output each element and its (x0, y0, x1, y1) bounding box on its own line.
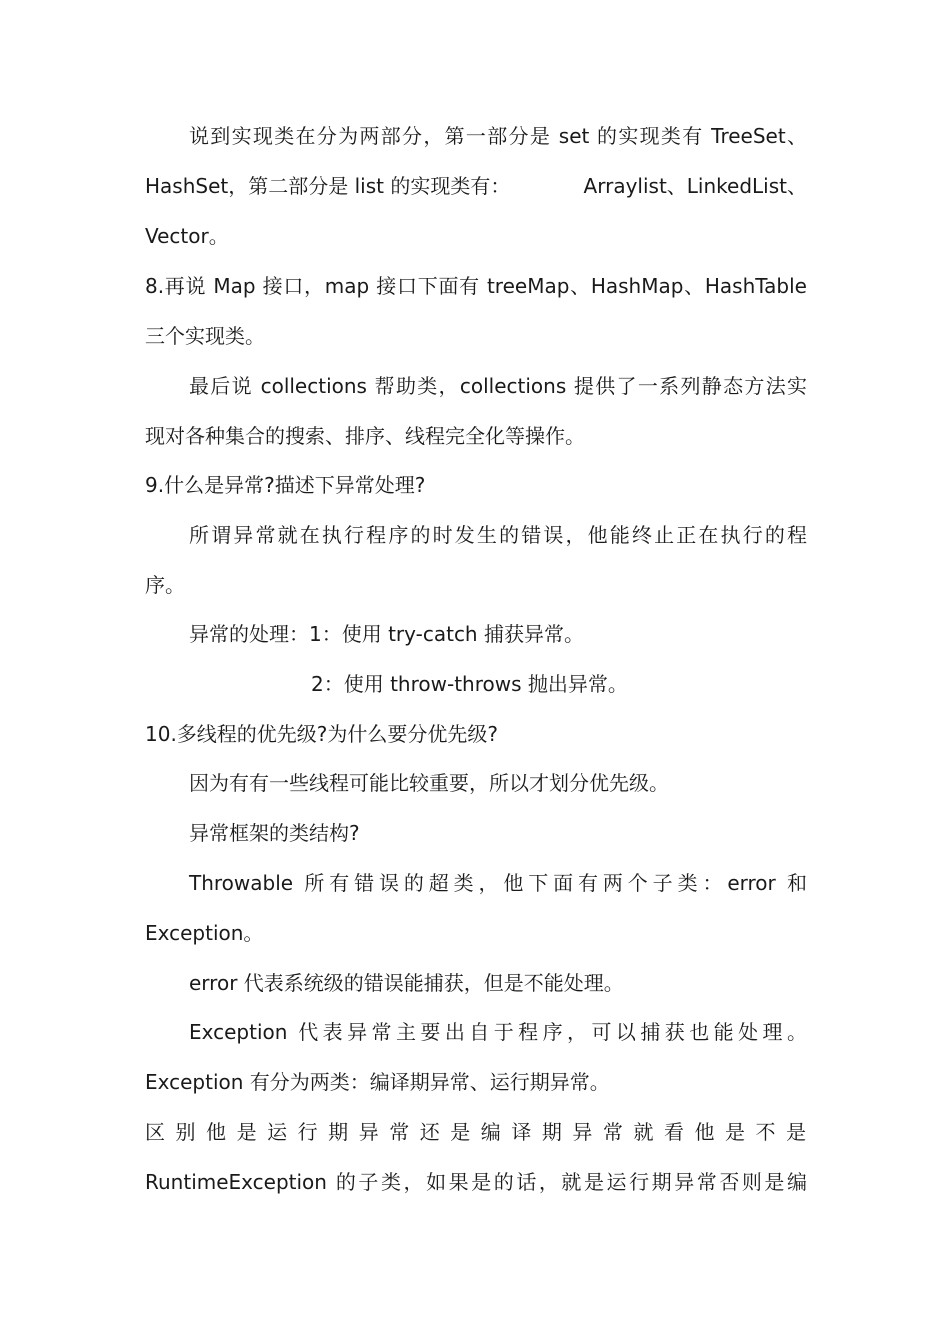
paragraph-line-11: 异常的处理：1：使用 try-catch 捕获异常。 (189, 622, 584, 646)
paragraph-line-6: 最后说 collections 帮助类，collections 提供了一系列静态方法实 (189, 374, 807, 398)
paragraph-line-15: 异常框架的类结构? (189, 821, 360, 845)
paragraph-line-19: Exception 代表异常主要出自于程序，可以捕获也能处理。 (189, 1020, 807, 1044)
paragraph-line-22: RuntimeException 的子类，如果是的话，就是运行期异常否则是编 (145, 1170, 807, 1194)
paragraph-line-5: 三个实现类。 (145, 324, 265, 348)
paragraph-line-14: 因为有有一些线程可能比较重要，所以才划分优先级。 (189, 771, 669, 795)
paragraph-line-9: 所谓异常就在执行程序的时发生的错误，他能终止正在执行的程 (189, 523, 807, 547)
paragraph-line-16: Throwable 所有错误的超类，他下面有两个子类：error 和 (189, 871, 807, 895)
paragraph-line-2a: HashSet，第二部分是 list 的实现类有： (145, 174, 511, 198)
paragraph-line-21: 区别他是运行期异常还是编译期异常就看他是不是 (145, 1120, 807, 1144)
question-9-heading: 9.什么是异常?描述下异常处理? (145, 473, 426, 497)
paragraph-line-7: 现对各种集合的搜索、排序、线程完全化等操作。 (145, 424, 585, 448)
paragraph-line-2b: Arraylist、LinkedList、 (583, 174, 807, 198)
paragraph-line-1: 说到实现类在分为两部分，第一部分是 set 的实现类有 TreeSet、 (189, 124, 807, 148)
paragraph-line-17: Exception。 (145, 921, 264, 945)
paragraph-line-3: Vector。 (145, 224, 229, 248)
paragraph-line-10: 序。 (145, 573, 185, 597)
paragraph-line-12: 2：使用 throw-throws 抛出异常。 (311, 672, 628, 696)
paragraph-line-20: Exception 有分为两类：编译期异常、运行期异常。 (145, 1070, 610, 1094)
question-8-line: 8.再说 Map 接口，map 接口下面有 treeMap、HashMap、HashTable (145, 274, 807, 298)
question-10-heading: 10.多线程的优先级?为什么要分优先级? (145, 722, 499, 746)
paragraph-line-18: error 代表系统级的错误能捕获，但是不能处理。 (189, 971, 624, 995)
